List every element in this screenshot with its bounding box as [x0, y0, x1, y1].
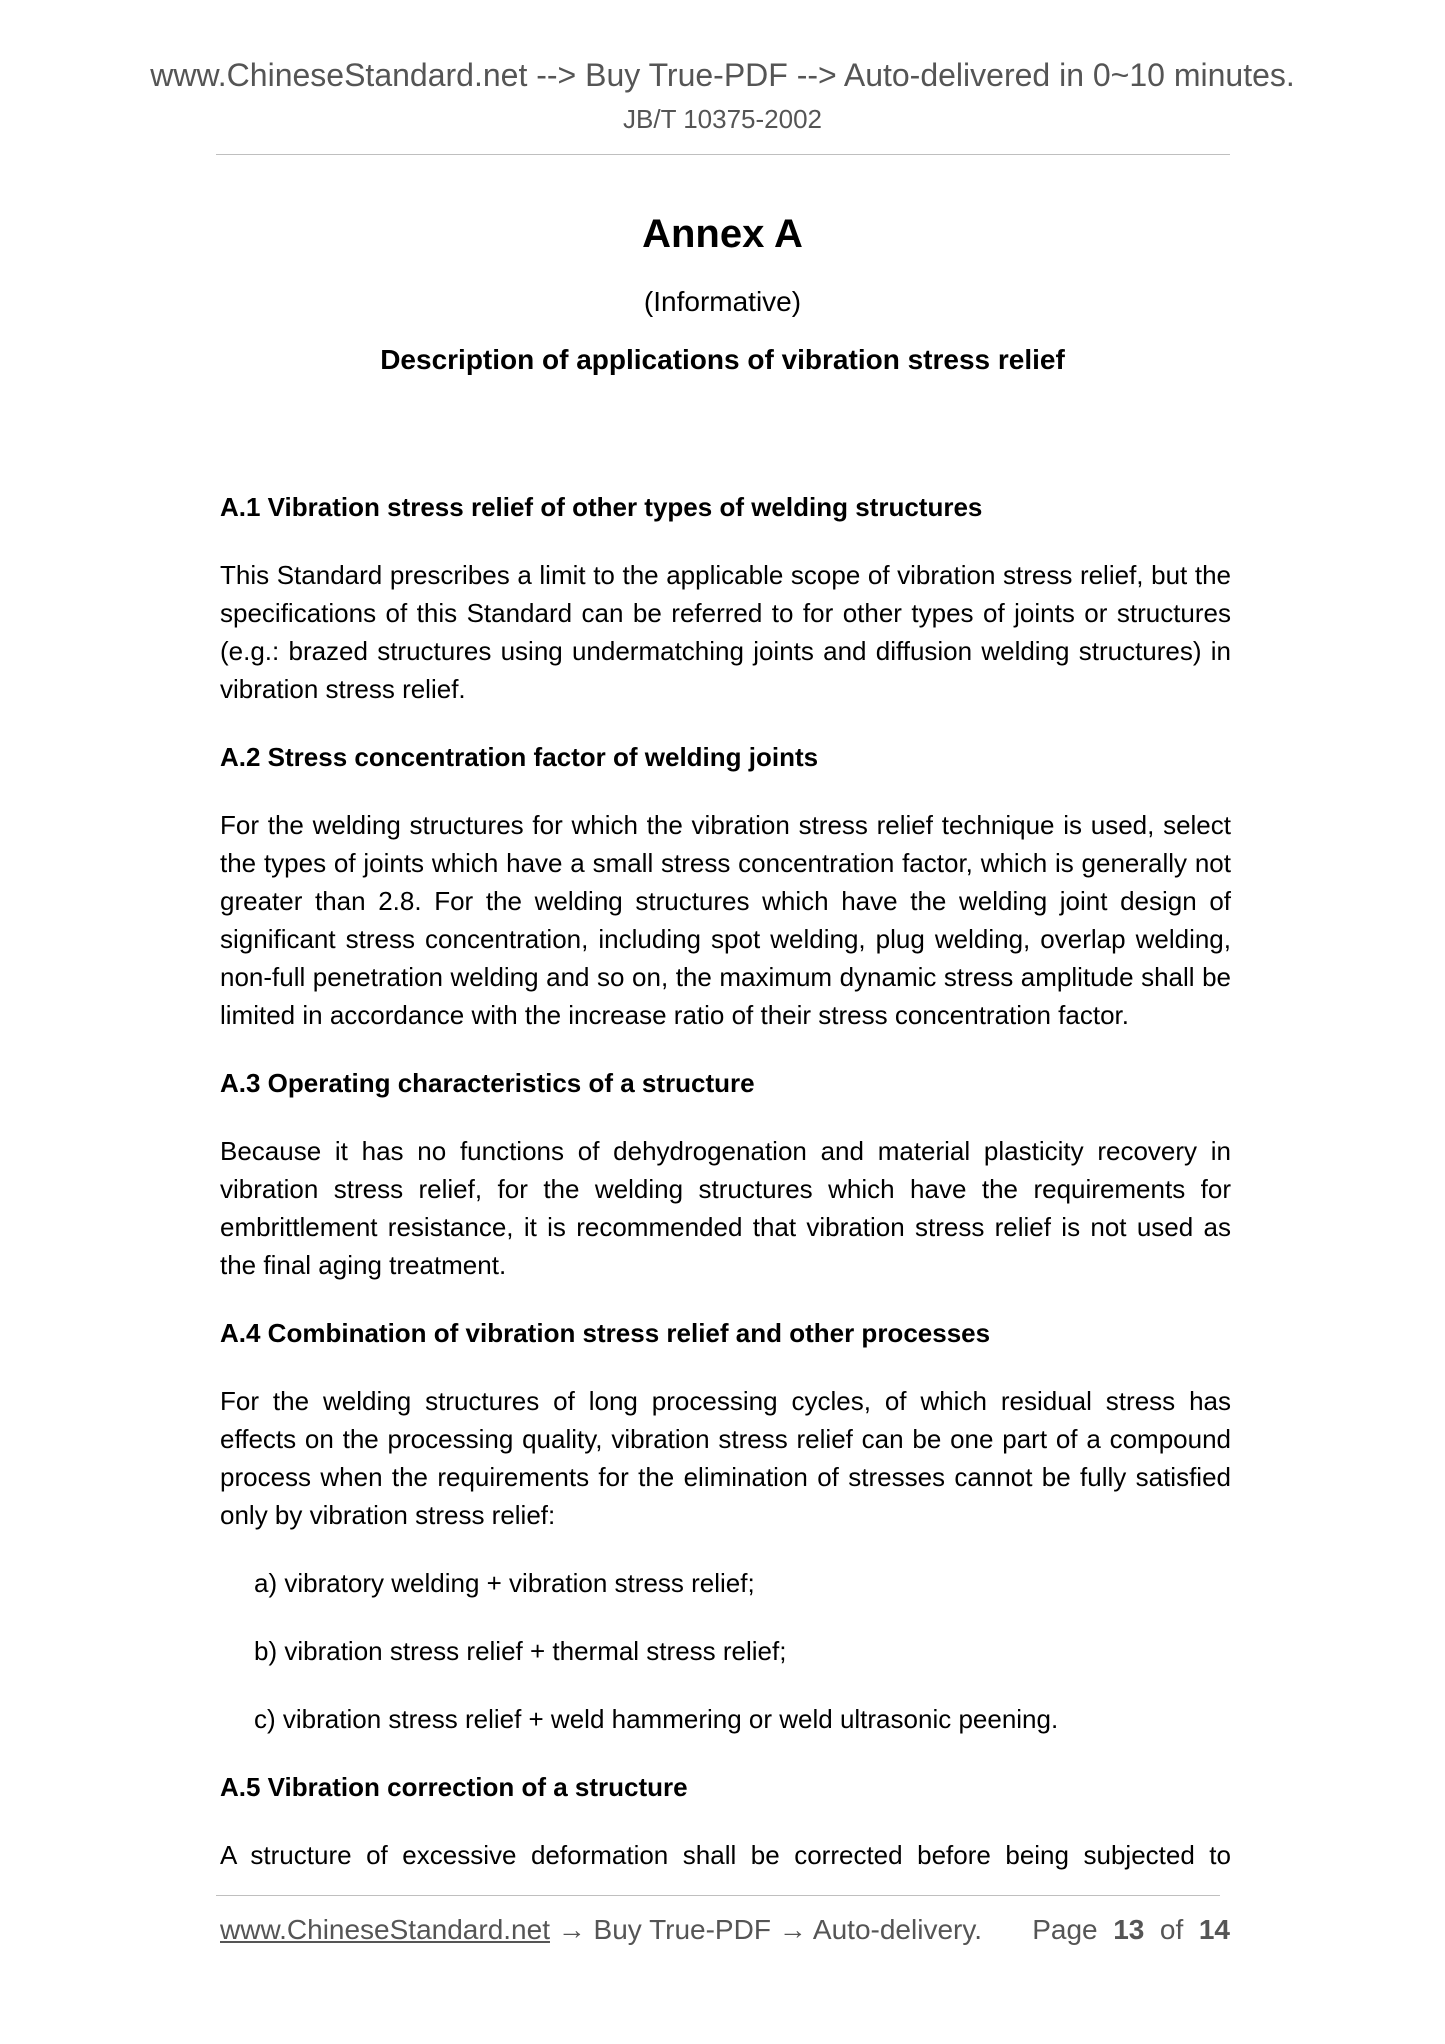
section-body-a1: This Standard prescribes a limit to the applicable scope of vibration stress relief, but the specifications of this Standard can be referred to for other types of joints or structures (e.g.: brazed structures using undermatching joints and diffusion welding structures) in vibration stress relief. — [220, 560, 1231, 704]
footer-tagline: → Buy True-PDF → Auto-delivery. — [549, 1914, 983, 1945]
page-current: 13 — [1113, 1914, 1145, 1945]
list-item: c) vibration stress relief + weld hammering or weld ultrasonic peening. — [254, 1704, 1059, 1734]
section-heading-a4: A.4 Combination of vibration stress relief and other processes — [220, 1318, 991, 1348]
page-label: Page — [1032, 1914, 1098, 1945]
section-body-a2: For the welding structures for which the vibration stress relief technique is used, select the types of joints which have a small stress concentration factor, which is generally not greater than 2.8. For the welding structures which have the welding joint design of significant stress concentration, including spot welding, plug welding, overlap welding, non-full penetration welding and so on, the maximum dynamic stress amplitude shall be limited in accordance with the increase ratio of their stress concentration factor. — [220, 810, 1231, 1030]
annex-note: (Informative) — [643, 286, 802, 317]
document-body — [220, 488, 1231, 1904]
section-heading-a2: A.2 Stress concentration factor of welding joints — [220, 742, 819, 772]
standard-code: JB/T 10375-2002 — [623, 104, 822, 134]
footer-site-link[interactable]: www.ChineseStandard.net — [220, 1914, 550, 1945]
page-of: of — [1159, 1914, 1184, 1945]
page-indicator — [1032, 1914, 1230, 1946]
section-heading-a1: A.1 Vibration stress relief of other types of welding structures — [220, 492, 983, 522]
section-body-a4: For the welding structures of long processing cycles, of which residual stress has effects on the processing quality, vibration stress relief can be one part of a compound process when the requirements for the elimination of stresses cannot be fully satisfied only by vibration stress relief: — [220, 1386, 1231, 1530]
section-heading-a3: A.3 Operating characteristics of a structure — [220, 1068, 755, 1098]
section-body-a5: A structure of excessive deformation shall be corrected before being subjected to — [220, 1840, 1231, 1870]
annex-title: Annex A — [642, 212, 803, 256]
annex-subtitle: Description of applications of vibration stress relief — [380, 344, 1065, 375]
section-body-a3: Because it has no functions of dehydrogenation and material plasticity recovery in vibration stress relief, for the welding structures which have the requirements for embrittlement resistance, it is recommended that vibration stress relief is not used as the final aging treatment. — [220, 1136, 1231, 1280]
list-item: a) vibratory welding + vibration stress relief; — [254, 1568, 755, 1598]
footer-divider — [216, 1895, 1220, 1896]
list-item: b) vibration stress relief + thermal stress relief; — [254, 1636, 787, 1666]
header-banner: www.ChineseStandard.net --> Buy True-PDF --> Auto-delivered in 0~10 minutes. — [150, 57, 1295, 93]
page-total: 14 — [1198, 1914, 1230, 1945]
footer-left — [220, 1914, 982, 1946]
section-heading-a5: A.5 Vibration correction of a structure — [220, 1772, 688, 1802]
header-divider — [216, 154, 1230, 155]
